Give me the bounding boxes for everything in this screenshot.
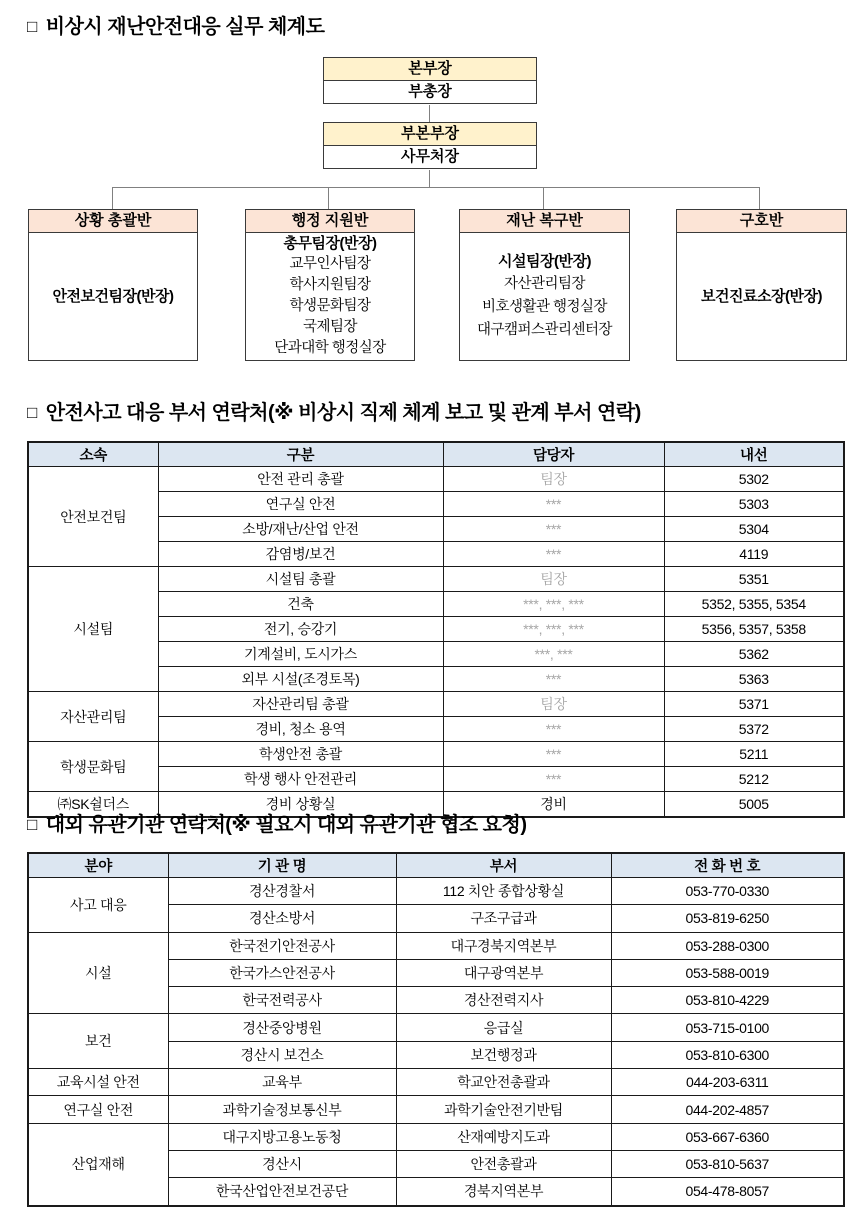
cell-extension: 5356, 5357, 5358 bbox=[664, 617, 844, 642]
cell-dept: 학교안전총괄과 bbox=[396, 1069, 611, 1096]
cell-org-name: 한국가스안전공사 bbox=[168, 959, 396, 986]
cell-contact: 경비 bbox=[443, 792, 664, 818]
cell-dept: 경산전력지사 bbox=[396, 987, 611, 1014]
org-member: 총무팀장(반장) bbox=[283, 235, 377, 252]
cell-org-name: 한국전력공사 bbox=[168, 987, 396, 1014]
org-box-head-title: 본부장 bbox=[324, 58, 536, 81]
cell-field: 보건 bbox=[28, 1014, 168, 1069]
connector-line bbox=[112, 187, 760, 188]
cell-extension: 5363 bbox=[664, 667, 844, 692]
org-box-deputy-person: 사무처장 bbox=[324, 146, 536, 168]
cell-contact: *** bbox=[443, 542, 664, 567]
org-member: 시설팀장(반장) bbox=[498, 253, 591, 270]
table-row bbox=[28, 1123, 844, 1150]
connector-line bbox=[429, 170, 430, 187]
table-row bbox=[28, 932, 844, 959]
cell-phone: 054-478-8057 bbox=[611, 1178, 844, 1206]
cell-dept: 산재예방지도과 bbox=[396, 1123, 611, 1150]
cell-extension: 5211 bbox=[664, 742, 844, 767]
org-member: 국제팀장 bbox=[302, 319, 358, 335]
cell-dept: 경북지역본부 bbox=[396, 1178, 611, 1206]
org-member: 학생문화팀장 bbox=[289, 298, 371, 314]
cell-extension: 5302 bbox=[664, 467, 844, 492]
connector-line bbox=[759, 187, 760, 209]
cell-contact: *** bbox=[443, 517, 664, 542]
org-branch-members bbox=[460, 233, 629, 359]
dept-contacts-table bbox=[27, 441, 845, 818]
org-branch-members bbox=[29, 233, 197, 359]
table-row bbox=[28, 1014, 844, 1041]
column-header: 담당자 bbox=[443, 442, 664, 467]
column-header: 구분 bbox=[158, 442, 443, 467]
cell-affiliation: 학생문화팀 bbox=[28, 742, 158, 792]
cell-affiliation: 자산관리팀 bbox=[28, 692, 158, 742]
cell-field: 연구실 안전 bbox=[28, 1096, 168, 1123]
cell-field: 시설 bbox=[28, 932, 168, 1014]
cell-org-name: 경산시 보건소 bbox=[168, 1041, 396, 1068]
cell-contact: *** bbox=[443, 717, 664, 742]
section-title-org-chart bbox=[27, 10, 324, 39]
cell-phone: 044-203-6311 bbox=[611, 1069, 844, 1096]
org-member: 단과대학 행정실장 bbox=[274, 340, 386, 356]
cell-phone: 053-288-0300 bbox=[611, 932, 844, 959]
external-contacts-table bbox=[27, 852, 845, 1207]
cell-extension: 5371 bbox=[664, 692, 844, 717]
section-title-external-contacts bbox=[27, 808, 526, 837]
square-bullet-icon: □ bbox=[27, 815, 37, 834]
cell-extension: 5372 bbox=[664, 717, 844, 742]
square-bullet-icon: □ bbox=[27, 403, 37, 422]
column-header: 내선 bbox=[664, 442, 844, 467]
org-branch-header: 행정 지원반 bbox=[246, 210, 414, 233]
org-box-head bbox=[323, 57, 537, 104]
org-branch-relief bbox=[676, 209, 847, 361]
org-member: 자산관리팀장 bbox=[503, 276, 586, 292]
org-box-deputy-title: 부본부장 bbox=[324, 123, 536, 146]
org-branch-header: 재난 복구반 bbox=[460, 210, 629, 233]
cell-contact: *** bbox=[443, 742, 664, 767]
connector-line bbox=[429, 105, 430, 122]
org-branch-members bbox=[677, 233, 846, 359]
cell-org-name: 한국전기안전공사 bbox=[168, 932, 396, 959]
cell-extension: 5303 bbox=[664, 492, 844, 517]
cell-dept: 대구광역본부 bbox=[396, 959, 611, 986]
cell-dept: 대구경북지역본부 bbox=[396, 932, 611, 959]
table-header-row bbox=[28, 442, 844, 467]
table-row bbox=[28, 878, 844, 905]
cell-extension: 5212 bbox=[664, 767, 844, 792]
org-member: 대구캠퍼스관리센터장 bbox=[476, 322, 613, 338]
cell-org-name: 한국산업안전보건공단 bbox=[168, 1178, 396, 1206]
cell-org-name: 경산경찰서 bbox=[168, 878, 396, 905]
cell-phone: 053-810-6300 bbox=[611, 1041, 844, 1068]
cell-org-name: 경산소방서 bbox=[168, 905, 396, 932]
org-member: 교무인사팀장 bbox=[289, 256, 371, 272]
cell-contact: *** bbox=[443, 667, 664, 692]
cell-dept: 112 치안 종합상황실 bbox=[396, 878, 611, 905]
section-title-text: 안전사고 대응 부서 연락처(※ 비상시 직제 체계 보고 및 관계 부서 연락) bbox=[45, 402, 641, 424]
column-header: 소속 bbox=[28, 442, 158, 467]
org-branch-members bbox=[246, 233, 414, 359]
org-member: 비호생활관 행정실장 bbox=[481, 299, 608, 315]
connector-line bbox=[112, 187, 113, 209]
cell-contact: *** bbox=[443, 492, 664, 517]
cell-category: 학생안전 총괄 bbox=[158, 742, 443, 767]
cell-category: 경비 상황실 bbox=[158, 792, 443, 818]
cell-category: 자산관리팀 총괄 bbox=[158, 692, 443, 717]
column-header: 부서 bbox=[396, 853, 611, 878]
org-branch-header: 상황 총괄반 bbox=[29, 210, 197, 233]
section-title-text: 대외 유관기관 연락처(※ 필요시 대외 유관기관 협조 요청) bbox=[45, 814, 527, 836]
cell-dept: 응급실 bbox=[396, 1014, 611, 1041]
cell-phone: 053-819-6250 bbox=[611, 905, 844, 932]
cell-phone: 053-715-0100 bbox=[611, 1014, 844, 1041]
connector-line bbox=[543, 187, 544, 209]
cell-category: 외부 시설(조경토목) bbox=[158, 667, 443, 692]
cell-contact: ***, ***, *** bbox=[443, 592, 664, 617]
cell-org-name: 경산시 bbox=[168, 1150, 396, 1177]
column-header: 전 화 번 호 bbox=[611, 853, 844, 878]
table-header-row bbox=[28, 853, 844, 878]
cell-category: 경비, 청소 용역 bbox=[158, 717, 443, 742]
org-member: 학사지원팀장 bbox=[289, 277, 371, 293]
cell-phone: 053-588-0019 bbox=[611, 959, 844, 986]
cell-category: 감염병/보건 bbox=[158, 542, 443, 567]
cell-dept: 보건행정과 bbox=[396, 1041, 611, 1068]
org-branch-disaster-recovery bbox=[459, 209, 630, 361]
cell-contact: ***, ***, *** bbox=[443, 617, 664, 642]
cell-org-name: 경산중앙병원 bbox=[168, 1014, 396, 1041]
cell-org-name: 교육부 bbox=[168, 1069, 396, 1096]
cell-field: 교육시설 안전 bbox=[28, 1069, 168, 1096]
org-member: 안전보건팀장(반장) bbox=[52, 287, 174, 305]
cell-extension: 5351 bbox=[664, 567, 844, 592]
table-row bbox=[28, 1069, 844, 1096]
column-header: 기 관 명 bbox=[168, 853, 396, 878]
section-title-dept-contacts bbox=[27, 396, 641, 425]
cell-extension: 4119 bbox=[664, 542, 844, 567]
cell-field: 사고 대응 bbox=[28, 878, 168, 933]
cell-extension: 5362 bbox=[664, 642, 844, 667]
cell-dept: 안전총괄과 bbox=[396, 1150, 611, 1177]
table-row bbox=[28, 692, 844, 717]
org-member: 보건진료소장(반장) bbox=[701, 287, 822, 305]
cell-org-name: 대구지방고용노동청 bbox=[168, 1123, 396, 1150]
cell-extension: 5304 bbox=[664, 517, 844, 542]
column-header: 분야 bbox=[28, 853, 168, 878]
connector-line bbox=[328, 187, 329, 209]
cell-category: 학생 행사 안전관리 bbox=[158, 767, 443, 792]
cell-contact: 팀장 bbox=[443, 567, 664, 592]
square-bullet-icon: □ bbox=[27, 17, 37, 36]
cell-category: 전기, 승강기 bbox=[158, 617, 443, 642]
cell-affiliation: ㈜SK쉴더스 bbox=[28, 792, 158, 818]
org-branch-admin-support bbox=[245, 209, 415, 361]
cell-dept: 과학기술안전기반팀 bbox=[396, 1096, 611, 1123]
cell-phone: 053-667-6360 bbox=[611, 1123, 844, 1150]
table-row bbox=[28, 467, 844, 492]
org-box-head-person: 부총장 bbox=[324, 81, 536, 103]
section-title-text: 비상시 재난안전대응 실무 체계도 bbox=[45, 16, 325, 38]
table-row bbox=[28, 1096, 844, 1123]
cell-phone: 053-810-5637 bbox=[611, 1150, 844, 1177]
cell-contact: *** bbox=[443, 767, 664, 792]
cell-dept: 구조구급과 bbox=[396, 905, 611, 932]
cell-category: 시설팀 총괄 bbox=[158, 567, 443, 592]
cell-org-name: 과학기술정보통신부 bbox=[168, 1096, 396, 1123]
cell-affiliation: 안전보건팀 bbox=[28, 467, 158, 567]
cell-extension: 5005 bbox=[664, 792, 844, 818]
org-box-deputy bbox=[323, 122, 537, 169]
cell-phone: 053-810-4229 bbox=[611, 987, 844, 1014]
org-branch-header: 구호반 bbox=[677, 210, 846, 233]
cell-extension: 5352, 5355, 5354 bbox=[664, 592, 844, 617]
cell-category: 기계설비, 도시가스 bbox=[158, 642, 443, 667]
cell-contact: 팀장 bbox=[443, 692, 664, 717]
cell-affiliation: 시설팀 bbox=[28, 567, 158, 692]
table-row bbox=[28, 742, 844, 767]
cell-category: 연구실 안전 bbox=[158, 492, 443, 517]
cell-contact: ***, *** bbox=[443, 642, 664, 667]
cell-phone: 053-770-0330 bbox=[611, 878, 844, 905]
cell-category: 건축 bbox=[158, 592, 443, 617]
org-branch-situation bbox=[28, 209, 198, 361]
table-row bbox=[28, 567, 844, 592]
cell-field: 산업재해 bbox=[28, 1123, 168, 1205]
cell-category: 안전 관리 총괄 bbox=[158, 467, 443, 492]
cell-category: 소방/재난/산업 안전 bbox=[158, 517, 443, 542]
cell-phone: 044-202-4857 bbox=[611, 1096, 844, 1123]
cell-contact: 팀장 bbox=[443, 467, 664, 492]
